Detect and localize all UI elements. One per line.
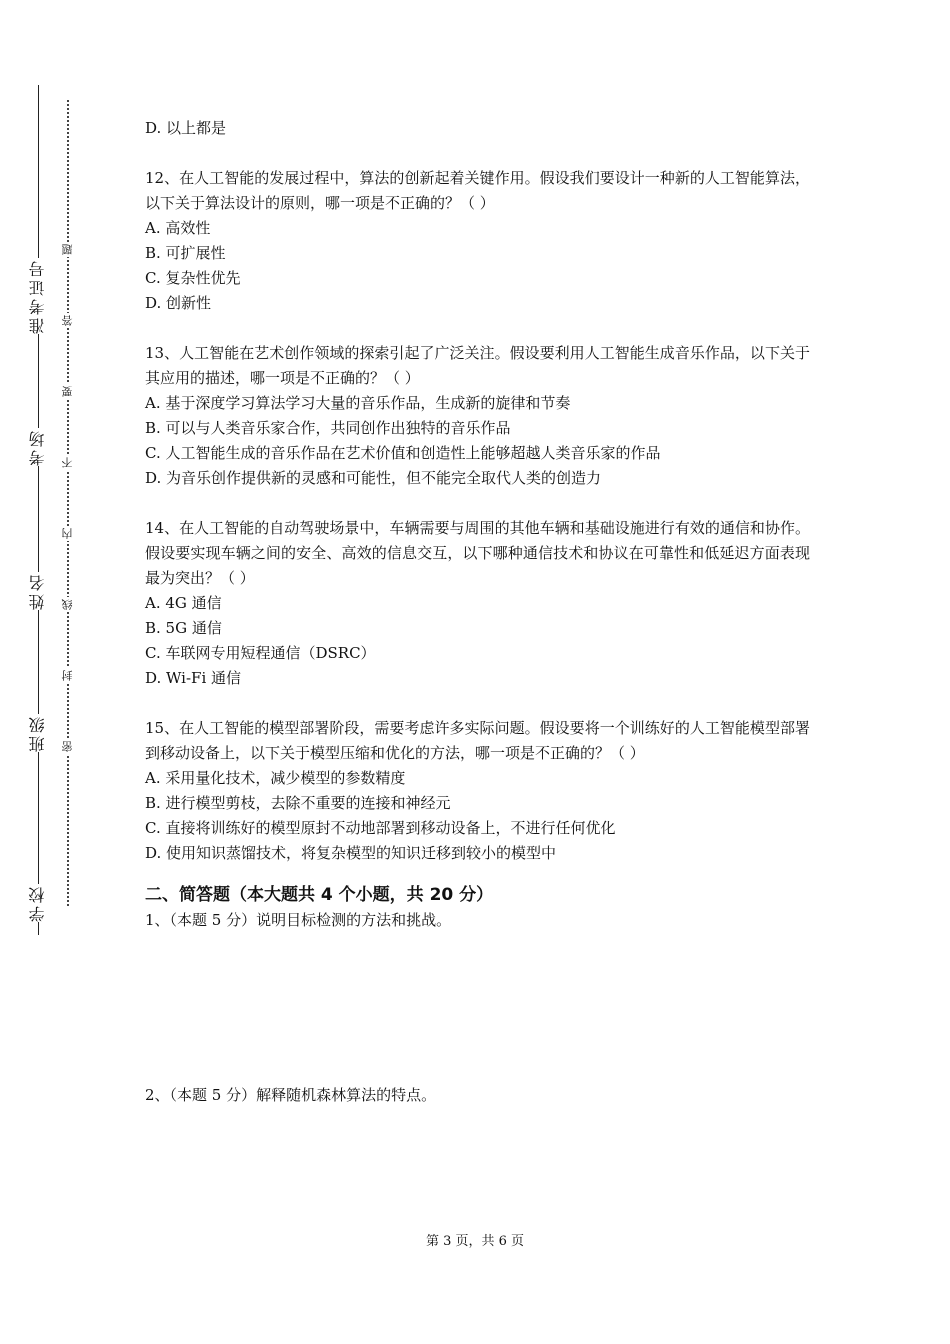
option: A. 基于深度学习算法学习大量的音乐作品，生成新的旋律和节奏 — [145, 394, 571, 412]
option: B. 5G 通信 — [145, 619, 222, 637]
option: D. 使用知识蒸馏技术，将复杂模型的知识迁移到较小的模型中 — [145, 844, 557, 862]
question-text: 15、在人工智能的模型部署阶段，需要考虑许多实际问题。假设要将一个训练好的人工智能模型部署到移动设备上，以下关于模型压缩和优化的方法，哪一项是不正确的？（ ） — [145, 719, 810, 762]
option: B. 可以与人类音乐家合作，共同创作出独特的音乐作品 — [145, 419, 511, 437]
question-13 — [145, 341, 810, 491]
prev-question-option: D. 以上都是 — [145, 119, 227, 137]
question-text: 14、在人工智能的自动驾驶场景中，车辆需要与周围的其他车辆和基础设施进行有效的通信和协作。假设要实现车辆之间的安全、高效的信息交互，以下哪种通信技术和协议在可靠性和低延迟方面表现最为突出？（ ） — [145, 519, 810, 587]
page-footer: 第 3 页，共 6 页 — [425, 1234, 525, 1249]
question-text: 13、人工智能在艺术创作领域的探索引起了广泛关注。假设要利用人工智能生成音乐作品，以下关于其应用的描述，哪一项是不正确的？（ ） — [145, 344, 810, 387]
seal-char: 题 — [59, 242, 77, 257]
option: B. 可扩展性 — [145, 244, 226, 262]
admission-no-label: 准考证号 — [22, 258, 54, 334]
option: A. 采用量化技术，减少模型的参数精度 — [145, 769, 406, 787]
seal-char: 线 — [59, 597, 77, 612]
class-label: 班级 — [22, 714, 54, 752]
question-text: 12、在人工智能的发展过程中，算法的创新起着关键作用。假设我们要设计一种新的人工智能算法，以下关于算法设计的原则，哪一项是不正确的？（ ） — [145, 169, 810, 212]
option: A. 4G 通信 — [145, 594, 222, 612]
option: D. 为音乐创作提供新的灵感和可能性，但不能完全取代人类的创造力 — [145, 469, 602, 487]
exam-room-label: 考场 — [22, 428, 54, 466]
school-label: 学校 — [22, 884, 54, 922]
option: D. Wi-Fi 通信 — [145, 669, 242, 687]
seal-char: 不 — [59, 455, 77, 470]
option: C. 直接将训练好的模型原封不动地部署到移动设备上，不进行任何优化 — [145, 819, 616, 837]
question-12 — [145, 166, 810, 316]
question-14 — [145, 516, 810, 691]
seal-char: 密 — [59, 739, 77, 754]
option: A. 高效性 — [145, 219, 211, 237]
seal-char: 要 — [59, 384, 77, 399]
question-15 — [145, 716, 810, 866]
option: C. 复杂性优先 — [145, 269, 241, 287]
option: C. 车联网专用短程通信（DSRC） — [145, 644, 376, 662]
section-title: 二、简答题（本大题共 4 个小题，共 20 分） — [145, 885, 494, 905]
page-content — [145, 116, 810, 1108]
name-label: 姓名 — [22, 572, 54, 610]
short-answer-question-2: 2、（本题 5 分）解释随机森林算法的特点。 — [145, 1086, 437, 1104]
seal-char: 答 — [59, 313, 77, 328]
seal-char: 内 — [59, 526, 77, 541]
answer-space — [145, 933, 810, 1083]
option: D. 创新性 — [145, 294, 212, 312]
option: C. 人工智能生成的音乐作品在艺术价值和创造性上能够超越人类音乐家的作品 — [145, 444, 661, 462]
seal-dotted-line — [67, 100, 69, 906]
seal-char: 封 — [59, 668, 77, 683]
binding-solid-line — [38, 85, 39, 935]
option: B. 进行模型剪枝，去除不重要的连接和神经元 — [145, 794, 451, 812]
binding-margin — [0, 0, 90, 1344]
short-answer-question-1: 1、（本题 5 分）说明目标检测的方法和挑战。 — [145, 911, 452, 929]
